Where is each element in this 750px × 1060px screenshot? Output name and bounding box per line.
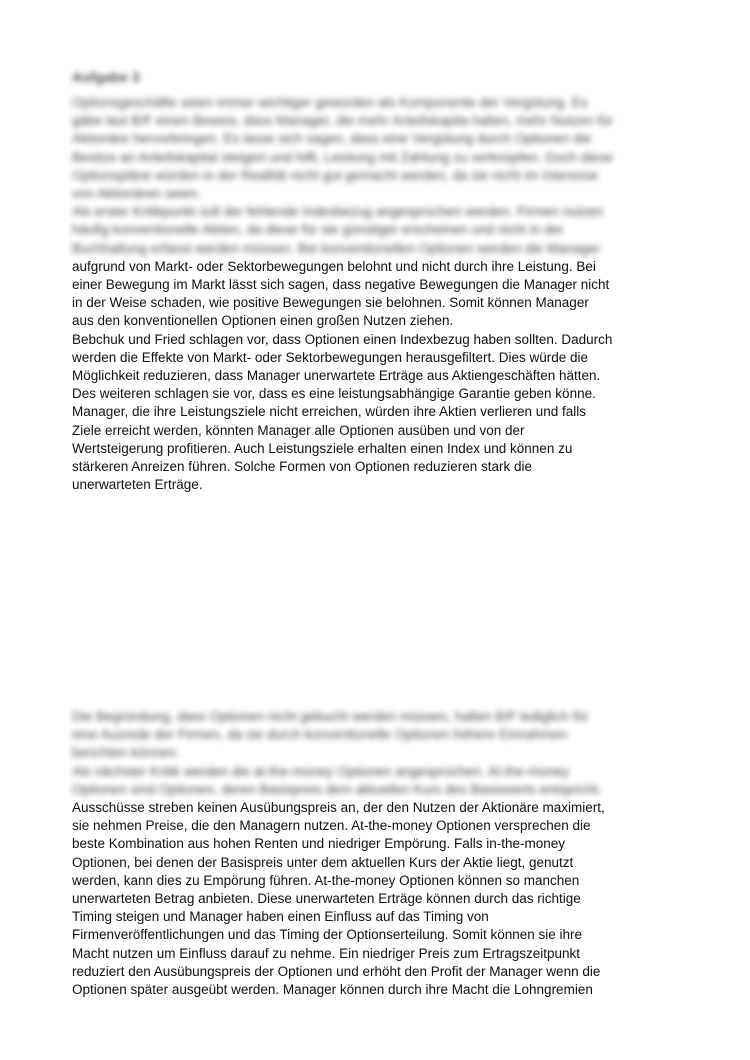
text-line: Des weiteren schlagen sie vor, dass es eine leistungsabhängige Garantie geben könne. — [72, 386, 596, 402]
text-line: Buchhaltung erfasst werden müssen. Bei konventionellen Optionen werden die Manager — [72, 240, 601, 256]
text-line: unerwarteten Erträge. — [72, 477, 203, 493]
text-line: Optionen sind Optionen, deren Basispreis dem aktuellen Kurs des Basiswerts entspricht. — [72, 781, 602, 797]
text-line: von Aktionären seien. — [72, 186, 202, 202]
text-line: beste Kombination aus hohen Renten und niedriger Empörung. Falls in-the-money — [72, 836, 566, 852]
text-line: Aktionäre hervorbringen. Es lasse sich sagen, dass eine Vergütung durch Optionen die — [72, 131, 592, 147]
text-line: einer Bewegung im Markt lässt sich sagen, dass negative Bewegungen die Manager nicht — [72, 277, 610, 293]
text-line: stärkeren Anreizen führen. Solche Formen von Optionen reduzieren stark die — [72, 459, 533, 475]
text-line: in der Weise schaden, wie positive Bewegungen sie belohnen. Somit können Manager — [72, 295, 589, 311]
text-line: Möglichkeit reduzieren, dass Manager unerwartete Erträge aus Aktiengeschäften hätten. — [72, 368, 601, 384]
text-line: eine Ausrede der Firmen, da sie durch konventionelle Optionen höhere Einnahmen — [72, 727, 568, 743]
text-line: reduziert den Ausübungspreis der Optionen und erhöht den Profit der Manager wenn die — [72, 963, 601, 979]
text-line: Optionen, bei denen der Basispreis unter dem aktuellen Kurs der Aktie liegt, genutzt — [72, 854, 574, 870]
section-heading: Aufgabe 3 — [72, 69, 140, 85]
text-line: berichten können. — [72, 745, 180, 761]
blurred-paragraph-2 — [72, 708, 682, 799]
text-line: Firmenveröffentlichungen und das Timing der Optionserteilung. Somit können sie ihre — [72, 927, 583, 943]
text-line: aufgrund von Markt- oder Sektorbewegungen belohnt und nicht durch ihre Leistung. Bei — [72, 258, 596, 274]
text-line: Bebchuk und Fried schlagen vor, dass Optionen einen Indexbezug haben sollten. Dadurch — [72, 331, 613, 347]
text-line: Besitze an Anteilskapital steigert und hilft, Leistung mit Zahlung zu verknüpfen. Doch diese — [72, 149, 614, 165]
text-line: aus den konventionellen Optionen einen großen Nutzen ziehen. — [72, 313, 454, 329]
text-line: Optionen später ausgeübt werden. Manager können durch ihre Macht die Lohngremien — [72, 982, 593, 998]
text-line: Wertsteigerung profitieren. Auch Leistungsziele erhalten einen Index und können zu — [72, 440, 573, 456]
text-line: häufig konventionelle Aktien, da diese für sie günstiger erscheinen und nicht in der — [72, 222, 564, 238]
blurred-paragraph-1 — [72, 94, 682, 258]
text-line: unerwarteten Betrag anbieten. Diese unerwarteten Erträge können durch das richtige — [72, 891, 581, 907]
text-line: Optionspläne würden in der Realität nicht gut gemacht werden, da sie nicht im Interesse — [72, 167, 599, 183]
text-line: werden, kann dies zu Empörung führen. At-the-money Optionen können so manchen — [72, 872, 580, 888]
text-line: Macht nutzen um Einfluss darauf zu nehme. Ein niedriger Preis zum Ertragszeitpunkt — [72, 945, 580, 961]
visible-paragraph-2 — [72, 799, 682, 999]
section-continued — [72, 708, 682, 999]
text-line: Optionsgeschäfte seien immer wichtiger geworden als Komponente der Vergütung. Es — [72, 95, 588, 110]
text-line: sie nehmen Preise, die den Managern nutzen. At-the-money Optionen versprechen die — [72, 818, 591, 834]
text-line: Als erster Kritikpunkt soll der fehlende Indexbezug angesprochen werden. Firmen nutzen — [72, 204, 604, 220]
text-line: Als nächster Kritik werden die at-the-money Optionen angesprochen. At-the-money — [72, 763, 569, 779]
section-aufgabe-3 — [72, 68, 682, 494]
text-line: Ziele erreicht werden, könnten Manager alle Optionen ausüben und von der — [72, 422, 525, 438]
text-line: Die Begründung, dass Optionen nicht gebucht werden müssen, halten B/F lediglich für — [72, 709, 589, 724]
text-line: gäbe laut B/F einen Beweis, dass Manager, die mehr Anteilskapita halten, mehr Nutzen für — [72, 113, 614, 129]
text-line: Manager, die ihre Leistungsziele nicht erreichen, würden ihre Aktien verlieren und falls — [72, 404, 587, 420]
text-line: Timing steigen und Manager haben einen Einfluss auf das Timing von — [72, 909, 489, 925]
text-line: werden die Effekte von Markt- oder Sektorbewegungen herausgefiltert. Dies würde die — [72, 349, 589, 365]
text-line: Ausschüsse streben keinen Ausübungspreis an, der den Nutzen der Aktionäre maximiert, — [72, 800, 605, 816]
visible-paragraph-1 — [72, 258, 682, 495]
